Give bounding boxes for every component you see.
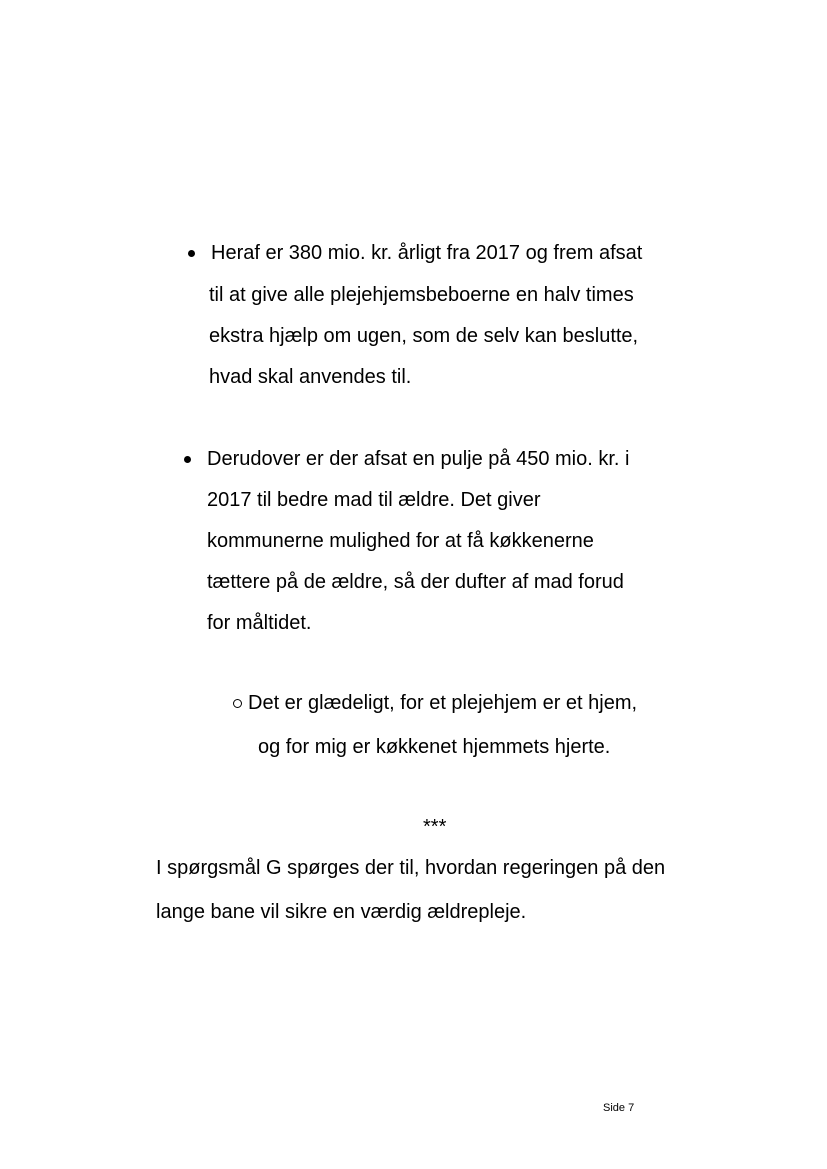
bullet-dot-icon bbox=[184, 456, 191, 463]
bullet-1-line-2: til at give alle plejehjemsbeboerne en halv times bbox=[209, 284, 634, 306]
sub-bullet-line-2: og for mig er køkkenet hjemmets hjerte. bbox=[258, 736, 611, 758]
bullet-2-line-2: 2017 til bedre mad til ældre. Det giver bbox=[207, 489, 541, 511]
paragraph-line-1: I spørgsmål G spørges der til, hvordan regeringen på den bbox=[156, 857, 666, 879]
bullet-1-line-3: ekstra hjælp om ugen, som de selv kan beslutte, bbox=[209, 325, 639, 347]
bullet-dot-icon bbox=[188, 250, 195, 257]
section-separator: *** bbox=[423, 816, 447, 838]
page-number: Side 7 bbox=[603, 1102, 635, 1114]
bullet-1-line-4: hvad skal anvendes til. bbox=[209, 366, 412, 388]
sub-bullet-line-1: Det er glædeligt, for et plejehjem er et hjem, bbox=[248, 692, 638, 714]
bullet-2-line-1: Derudover er der afsat en pulje på 450 mio. kr. i bbox=[207, 448, 630, 470]
bullet-1-line-1: Heraf er 380 mio. kr. årligt fra 2017 og frem afsat bbox=[211, 242, 643, 264]
bullet-2-line-3: kommunerne mulighed for at få køkkenerne bbox=[207, 530, 594, 552]
paragraph-line-2: lange bane vil sikre en værdig ældrepleje. bbox=[156, 901, 527, 923]
circle-bullet-icon bbox=[233, 699, 242, 708]
bullet-2-line-5: for måltidet. bbox=[207, 612, 312, 634]
bullet-2-line-4: tættere på de ældre, så der dufter af mad forud bbox=[207, 571, 624, 593]
